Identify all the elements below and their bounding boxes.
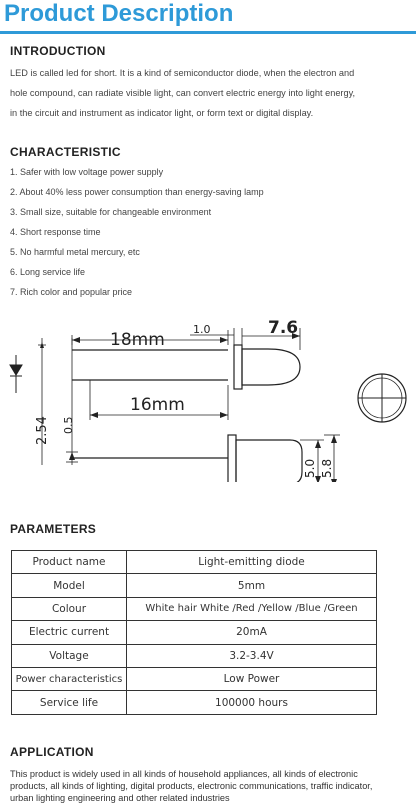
short-lead-label: 16mm xyxy=(130,395,185,415)
characteristic-heading: CHARACTERISTIC xyxy=(10,145,121,159)
param-value: 20mA xyxy=(127,621,377,644)
param-key: Model xyxy=(12,574,127,597)
dome-diameter-label: 5.0 xyxy=(303,458,317,478)
param-value: Light-emitting diode xyxy=(127,551,377,574)
characteristic-item: 6. Long service life xyxy=(10,267,86,277)
application-line: products, all kinds of lighting, digital products, electronic communications, traffic indicator, xyxy=(10,781,373,792)
param-key: Voltage xyxy=(12,644,127,667)
parameters-heading: PARAMETERS xyxy=(10,522,97,536)
characteristic-item: 3. Small size, suitable for changeable environment xyxy=(10,207,212,217)
table-row xyxy=(12,667,377,690)
lead-diameter-label: 0.5 xyxy=(62,416,75,434)
param-value: Low Power xyxy=(127,667,377,690)
table-row xyxy=(12,551,377,574)
page-header xyxy=(0,0,416,36)
characteristic-item: 2. About 40% less power consumption than energy-saving lamp xyxy=(10,187,264,197)
body-length-label: 7.6 xyxy=(268,318,299,338)
table-row xyxy=(12,574,377,597)
table-row xyxy=(12,691,377,714)
lead-length-label: 18mm xyxy=(110,330,165,350)
param-value: 5mm xyxy=(127,574,377,597)
application-line: This product is widely used in all kinds of household appliances, all kinds of electronic xyxy=(10,769,358,779)
param-key: Service life xyxy=(12,691,127,714)
param-key: Colour xyxy=(12,597,127,620)
diode-symbol xyxy=(10,355,22,393)
introduction-line: LED is called led for short. It is a kind of semiconductor diode, when the electron and xyxy=(10,68,355,78)
param-value: White hair White /Red /Yellow /Blue /Green xyxy=(127,597,377,620)
characteristic-item: 1. Safer with low voltage power supply xyxy=(10,167,164,177)
introduction-line: hole compound, can radiate visible light, can convert electric energy into light energy, xyxy=(10,88,356,98)
page-title: Product Description xyxy=(4,0,234,27)
application-heading: APPLICATION xyxy=(10,745,94,759)
param-key: Product name xyxy=(12,551,127,574)
characteristic-item: 4. Short response time xyxy=(10,227,101,237)
characteristic-item: 7. Rich color and popular price xyxy=(10,287,133,297)
introduction-heading: INTRODUCTION xyxy=(10,44,106,58)
title-underline xyxy=(0,31,416,34)
flange-diameter-label: 5.8 xyxy=(320,458,334,478)
table-row xyxy=(12,621,377,644)
table-row xyxy=(12,644,377,667)
table-row xyxy=(12,597,377,620)
param-key: Power characteristics xyxy=(12,667,127,690)
flange-thickness-label: 1.0 xyxy=(193,323,211,336)
introduction-line: in the circuit and instrument as indicator light, or form text or digital display. xyxy=(10,108,314,118)
led-front-view xyxy=(358,374,406,422)
param-value: 3.2-3.4V xyxy=(127,644,377,667)
characteristic-item: 5. No harmful metal mercury, etc xyxy=(10,247,140,257)
application-text xyxy=(10,768,410,805)
application-line: urban lighting engineering and other related industries xyxy=(10,793,230,804)
param-key: Electric current xyxy=(12,621,127,644)
led-dimension-diagram xyxy=(0,312,416,482)
parameters-table xyxy=(11,550,377,715)
pitch-label: 2.54 xyxy=(35,416,50,445)
param-value: 100000 hours xyxy=(127,691,377,714)
